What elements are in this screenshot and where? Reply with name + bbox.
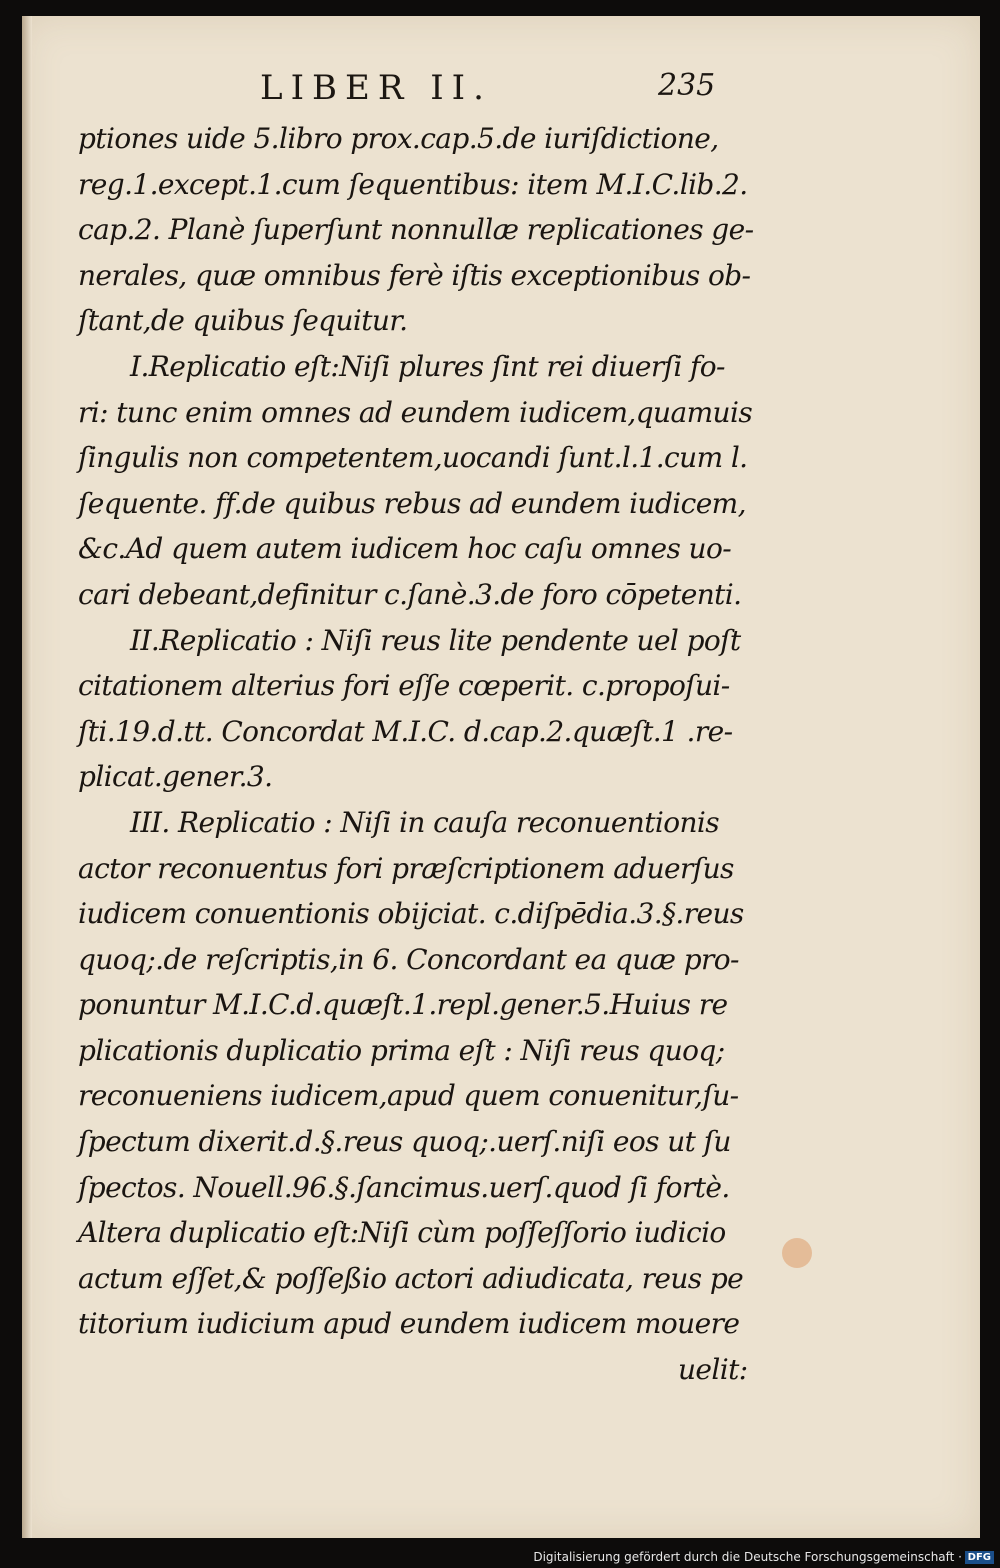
catchword: uelit:: [678, 1353, 748, 1387]
text-line: reg.1.except.1.cum ſequentibus: item M.I.C.lib.2.: [78, 167, 748, 201]
text-line: &c.Ad quem autem iudicem hoc caſu omnes uo-: [78, 532, 732, 566]
text-line: actum eſſet,& poſſeßio actori adiudicata, reus pe: [78, 1261, 744, 1295]
page-number: 235: [658, 68, 716, 103]
paragraph-start-line: II.Replicatio : Niſi reus lite pendente uel poſt: [130, 623, 741, 657]
page-header: [22, 68, 980, 112]
text-line: iudicem conuentionis obijciat. c.diſpēdia.3.§.reus: [78, 897, 744, 931]
text-line: titorium iudicium apud eundem iudicem mouere: [78, 1307, 740, 1341]
text-line: reconueniens iudicem,apud quem conuenitur,ſu-: [78, 1079, 739, 1113]
paper-stain: [782, 1238, 812, 1268]
text-line: actor reconuentus fori præſcriptionem aduerſus: [78, 851, 734, 885]
dfg-logo: DFG: [965, 1551, 994, 1564]
paragraph-start-line: I.Replicatio eſt:Niſi plures ſint rei diuerſi fo-: [130, 349, 725, 383]
paragraph-start-line: III. Replicatio : Niſi in cauſa reconuentionis: [130, 805, 720, 839]
text-line: ri: tunc enim omnes ad eundem iudicem,quamuis: [78, 395, 753, 429]
text-line: nerales, quæ omnibus ferè iſtis exceptionibus ob-: [78, 258, 751, 292]
text-line: ponuntur M.I.C.d.quæſt.1.repl.gener.5.Huius re: [78, 988, 728, 1022]
text-line: plicationis duplicatio prima eſt : Niſi reus quoq;: [78, 1033, 725, 1067]
text-line: quoq;.de reſcriptis,in 6. Concordant ea quæ pro-: [78, 942, 739, 976]
running-title: LIBER II.: [260, 68, 492, 108]
digitization-footer: [0, 1548, 1000, 1568]
text-line: ptiones uide 5.libro prox.cap.5.de iuriſdictione,: [78, 122, 719, 155]
book-page: [22, 16, 980, 1538]
text-line: ſpectos. Nouell.96.§.ſancimus.uerſ.quod ſi fortè.: [78, 1170, 730, 1204]
text-line: ſingulis non competentem,uocandi ſunt.l.1.cum l.: [78, 441, 748, 475]
text-line: cap.2. Planè ſuperſunt nonnullæ replicationes ge-: [78, 213, 754, 247]
text-line: Altera duplicatio eſt:Niſi cùm poſſeſſorio iudicio: [78, 1216, 726, 1250]
funding-credit: Digitalisierung gefördert durch die Deutsche Forschungsgemeinschaft ·: [533, 1550, 962, 1564]
text-line: ſpectum dixerit.d.§.reus quoq;.uerſ.niſi eos ut ſu: [78, 1125, 731, 1159]
text-line: cari debeant,definitur c.ſanè.3.de foro cōpetenti.: [78, 577, 742, 611]
body-text: [78, 116, 758, 1393]
text-line: ſequente. ff.de quibus rebus ad eundem iudicem,: [78, 486, 746, 520]
text-line: citationem alterius fori eſſe cœperit. c.propoſui-: [78, 669, 730, 703]
page-gutter-shadow: [22, 16, 32, 1538]
text-line: ſtant,de quibus ſequitur.: [78, 304, 408, 338]
text-line: ſti.19.d.tt. Concordat M.I.C. d.cap.2.quæſt.1 .re-: [78, 714, 733, 748]
text-line: plicat.gener.3.: [78, 760, 273, 794]
